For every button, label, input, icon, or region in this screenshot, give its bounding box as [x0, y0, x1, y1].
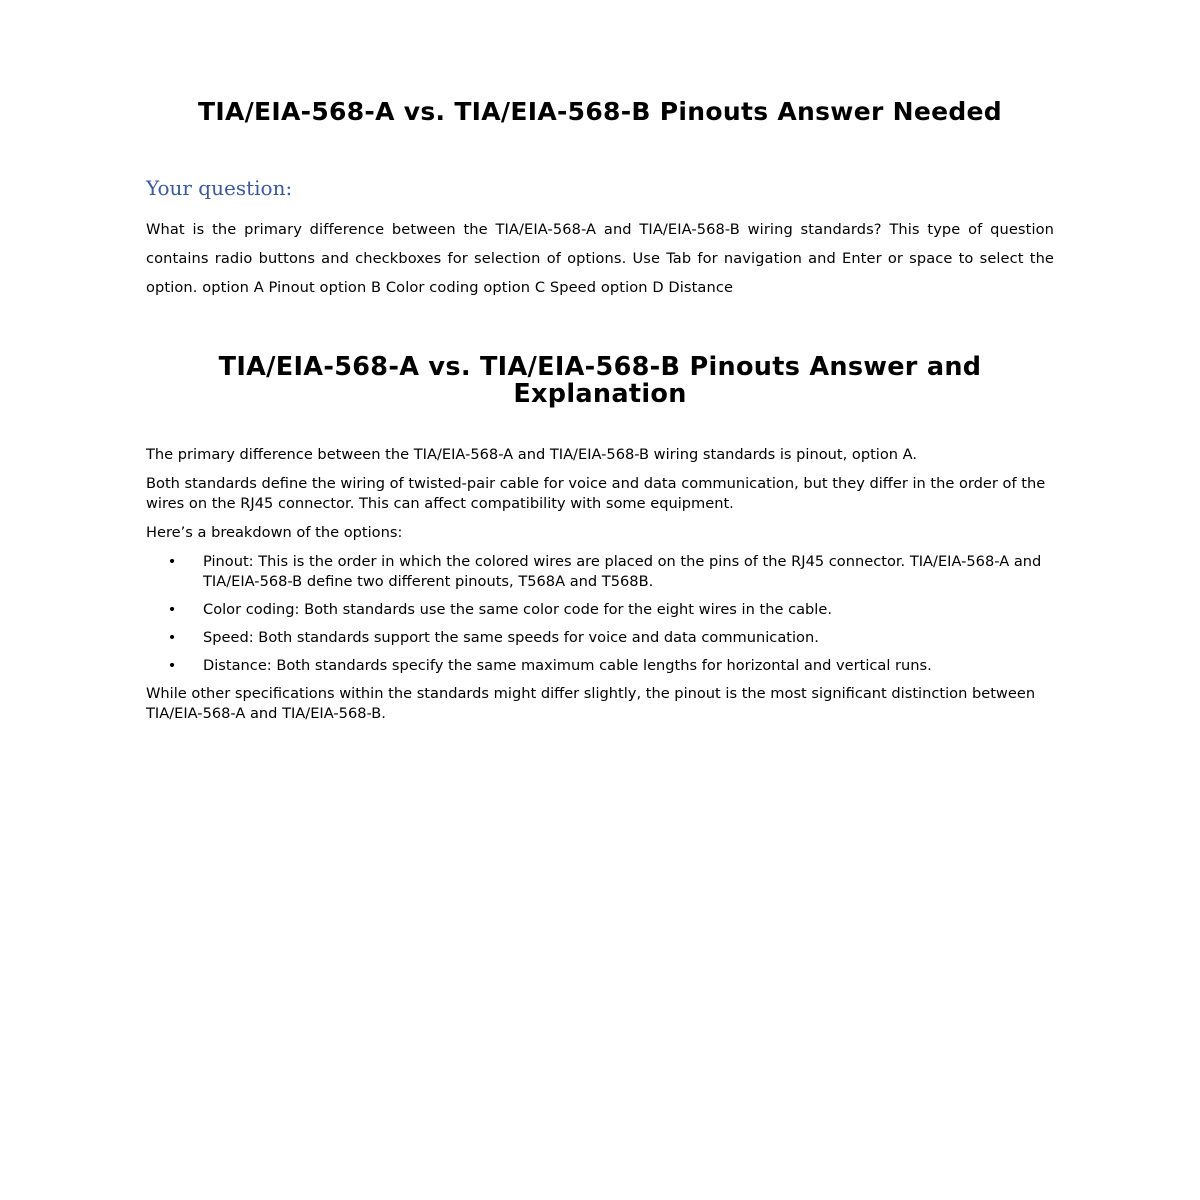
bullet-icon: • [167, 629, 177, 646]
option-distance: Distance: Both standards specify the same maximum cable lengths for horizontal and vertical runs. [203, 657, 932, 674]
bullet-icon: • [167, 601, 177, 618]
page-title: TIA/EIA-568-A vs. TIA/EIA-568-B Pinouts Answer Needed [198, 97, 1002, 126]
answer-detail: Both standards define the wiring of twisted-pair cable for voice and data communication, but they differ in the order of the wires on the RJ45 connector. This can affect compatibility with some equipment. [146, 475, 1046, 512]
answer-intro: The primary difference between the TIA/EIA-568-A and TIA/EIA-568-B wiring standards is pinout, option A. [146, 446, 918, 463]
question-heading: Your question: [146, 176, 293, 200]
bullet-icon: • [167, 553, 177, 570]
answer-conclusion: While other specifications within the standards might differ slightly, the pinout is the most significant distinction between TIA/EIA-568-A and TIA/EIA-568-B. [146, 685, 1036, 722]
option-color-coding: Color coding: Both standards use the same color code for the eight wires in the cable. [203, 601, 832, 618]
option-speed: Speed: Both standards support the same speeds for voice and data communication. [203, 629, 819, 646]
list-item [146, 600, 1054, 620]
answer-title: TIA/EIA-568-A vs. TIA/EIA-568-B Pinouts Answer and Explanation [218, 352, 982, 409]
option-pinout: Pinout: This is the order in which the colored wires are placed on the pins of the RJ45 connector. TIA/EIA-568-A and TIA/EIA-568-B define two different pinouts, T568A and T568B. [203, 553, 1042, 590]
question-text: What is the primary difference between the TIA/EIA-568-A and TIA/EIA-568-B wiring standards? This type of question contains radio buttons and checkboxes for selection of options. Use Tab for navigation and Enter or space to select the option. option A Pinout option B Color coding option C Speed option D Distance [146, 221, 1054, 296]
answer-section [146, 445, 1054, 724]
options-list [146, 552, 1054, 676]
breakdown-label: Here’s a breakdown of the options: [146, 524, 403, 541]
list-item [146, 656, 1054, 676]
list-item [146, 552, 1054, 592]
list-item [146, 628, 1054, 648]
bullet-icon: • [167, 657, 177, 674]
